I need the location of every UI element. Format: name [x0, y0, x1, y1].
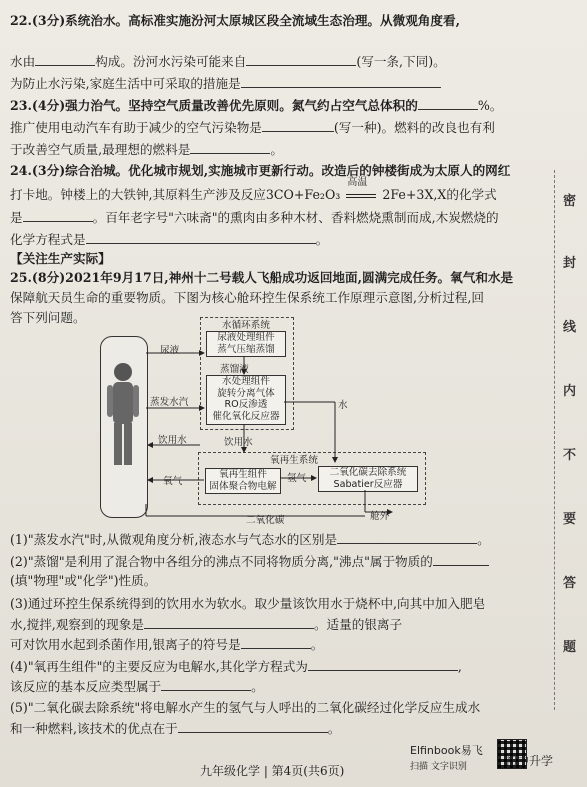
q25-line3 [10, 310, 86, 326]
q25-blank5[interactable] [308, 658, 458, 671]
brand-watermark: Elfinbook易飞 [410, 744, 483, 757]
q25-p5b [10, 720, 340, 737]
oxygen-system-label: 氧再生系统 [270, 455, 318, 466]
q22-text1b: (写一条,下同)。 [356, 54, 446, 69]
q25-p5-text-b: 和一种燃料,该技术的优点在于 [10, 721, 178, 736]
q25-p1-end: 。 [477, 532, 490, 547]
water-unit-line1: 水处理组件 [222, 376, 270, 387]
q25-text3: 答下列问题。 [10, 310, 86, 325]
q23-blank3[interactable] [190, 141, 270, 154]
q24-text4a: 化学方程式是 [10, 232, 86, 247]
water-unit-line2: 旋转分离气体 [217, 387, 275, 399]
urine-unit-line1: 尿液处理组件 [217, 332, 275, 343]
q22-line2b [10, 53, 446, 70]
co2-label: 二氧化碳 [246, 515, 285, 526]
o2-unit-line2: 固体聚合物电解 [209, 480, 277, 492]
q22-blank3[interactable] [241, 75, 441, 88]
water-unit-line4: 催化氧化反应器 [212, 410, 280, 422]
q25-p3-text-e: 。 [310, 637, 324, 652]
strip-char-3: 内 [563, 384, 577, 399]
o2-unit-line1: 氧再生组件 [219, 469, 267, 480]
q22-text1: 22.(3分)系统治水。高标准实施汾河太原城区段全流域生态治理。从微观角度看, [10, 13, 460, 28]
strip-char-7: 题 [563, 640, 577, 655]
q25-blank2[interactable] [433, 553, 489, 566]
q24-line4 [10, 231, 328, 248]
q23-blank1[interactable] [418, 97, 478, 110]
q25-line1 [10, 270, 513, 286]
hydrogen-label: 氢气 [287, 473, 307, 484]
q22-line2 [10, 34, 530, 50]
q23-text2b: (写一种)。燃料的改良也有利 [333, 120, 495, 135]
q23-line2 [10, 119, 495, 136]
reaction-arrow [344, 177, 378, 203]
co2-unit-line1: 二氧化碳去除系统 [329, 467, 407, 478]
q25-p4-text-c: 该反应的基本反应类型属于 [10, 679, 162, 694]
strip-char-4: 不 [563, 448, 577, 463]
q22-line1 [10, 13, 460, 29]
q25-p3c [10, 636, 323, 653]
water-system-label: 水循环系统 [222, 320, 270, 331]
oxygen-label: 氧气 [163, 476, 183, 487]
urine-label: 尿液 [160, 345, 180, 356]
q25-p4-text: (4)"氧再生组件"的主要反应为电解水,其化学方程式为 [10, 659, 308, 674]
q25-p3-text-b: 水,搅拌,观察到的现象是 [10, 617, 144, 632]
q23-text2a: 推广使用电动汽车有助于减少的空气污染物是 [10, 120, 262, 135]
q23-line3 [10, 141, 283, 158]
sealing-strip [554, 170, 587, 710]
q25-line2 [10, 290, 484, 306]
q25-p2-text-b: (填"物理"或"化学")性质。 [10, 573, 157, 588]
q25-p3-text-c: 。适量的银离子 [313, 617, 403, 632]
q22-text2a: 水由 [10, 54, 36, 69]
q24-line1 [10, 163, 510, 179]
account-watermark: 初中升学 [505, 754, 554, 768]
q23-blank2[interactable] [262, 119, 334, 132]
q25-p4-text-b: , [457, 659, 462, 674]
q25-p3-text: (3)通过环控生保系统得到的饮用水为软水。取少量该饮用水于烧杯中,向其中加入肥皂 [10, 596, 486, 611]
q24-text3a: 是 [10, 210, 23, 225]
q25-p1 [10, 531, 490, 548]
astronaut-icon [104, 360, 142, 470]
distilled-label: 蒸馏液 [220, 364, 249, 375]
q24-text2a: 打卡地。钟楼上的大铁钟,其原料生产涉及反应3CO+Fe₂O₃ [10, 187, 341, 202]
section-heading: 【关注生产实际】 [10, 251, 111, 266]
q24-line2 [10, 177, 497, 203]
co2-unit-line2: Sabatier反应器 [333, 478, 403, 490]
q24-text3b: 。百年老字号"六味斋"的熏肉由多种木材、香料燃烧熏制而成,木炭燃烧的 [92, 210, 499, 225]
q25-p3-text-d: 可对饮用水起到杀菌作用,银离子的符号是 [10, 637, 241, 652]
q25-p4b [10, 678, 264, 695]
water-label: 水 [338, 400, 348, 411]
q25-p2b [10, 573, 156, 589]
q25-p5 [10, 700, 480, 716]
flow-arrows [140, 330, 440, 530]
scan-text: 扫描 文字识别 [410, 762, 467, 772]
q25-p5-text: (5)"二氧化碳去除系统"将电解水产生的氢气与人呼出的二氧化碳经过化学反应生成水 [10, 700, 481, 715]
q24-text1: 24.(3分)综合治城。优化城市规划,实施城市更新行动。改造后的钟楼街成为太原人的网红 [10, 163, 511, 178]
q25-blank4[interactable] [241, 636, 311, 649]
q23-percent: %。 [477, 98, 503, 113]
water-unit-line3: RO反渗透 [224, 399, 268, 410]
q25-blank1[interactable] [337, 531, 477, 544]
q22-blank2[interactable] [246, 53, 356, 66]
strip-char-0: 密 [563, 194, 577, 209]
vapor-label: 蒸发水汽 [150, 397, 189, 408]
urine-unit-line2: 蒸气压缩蒸馏 [217, 343, 275, 355]
q22-line3 [10, 75, 441, 92]
strip-char-2: 线 [563, 320, 577, 335]
outside-label: 舱外 [370, 511, 390, 522]
q24-blank2[interactable] [86, 231, 316, 244]
q25-p5-text-c: 。 [327, 721, 341, 736]
q25-text1: 25.(8分)2021年9月17日,神州十二号载人飞船成功返回地面,圆满完成任务。氧气和水是 [10, 270, 514, 285]
q25-p1-text: (1)"蒸发水汽"时,从微观角度分析,液态水与气态水的区别是 [10, 532, 338, 547]
q23-text3a: 于改善空气质量,最理想的燃料是 [10, 142, 191, 157]
q25-blank7[interactable] [178, 720, 328, 733]
q25-p2 [10, 553, 489, 570]
q25-p4 [10, 658, 462, 675]
q22-text2b: 构成。汾河水污染可能来自 [95, 54, 247, 69]
q25-blank6[interactable] [161, 678, 251, 691]
page-footer: 九年级化学 | 第4页(共6页) [200, 764, 345, 778]
q25-p4-text-d: 。 [251, 679, 264, 694]
q24-line3 [10, 209, 499, 226]
q23-line1 [10, 97, 502, 114]
q24-text2b: 2Fe+3X,X的化学式 [382, 187, 497, 202]
q22-text3a: 为防止水污染,家庭生活中可采取的措施是 [10, 76, 241, 91]
q22-blank1[interactable] [35, 53, 95, 66]
q25-blank3[interactable] [144, 616, 314, 629]
drink-water-label-1: 饮用水 [158, 435, 187, 446]
q24-text4b: 。 [315, 232, 329, 247]
strip-char-1: 封 [563, 256, 577, 271]
q25-p2-text: (2)"蒸馏"是利用了混合物中各组分的沸点不同将物质分离,"沸点"属于物质的 [10, 554, 433, 569]
q23-text1: 23.(4分)强力治气。坚持空气质量改善优先原则。氮气约占空气总体积的 [10, 98, 418, 113]
q25-text2: 保障航天员生命的重要物质。下图为核心舱环控生保系统工作原理示意图,分析过程,回 [10, 290, 484, 305]
drink-water-label-2: 饮用水 [224, 437, 253, 448]
q24-blank1[interactable] [23, 209, 93, 222]
q25-p3 [10, 596, 485, 612]
q25-p3b [10, 616, 402, 633]
q23-text3b: 。 [270, 142, 283, 157]
strip-char-5: 要 [563, 512, 577, 527]
strip-char-6: 答 [563, 576, 577, 591]
reaction-condition: 高温 [347, 177, 368, 188]
